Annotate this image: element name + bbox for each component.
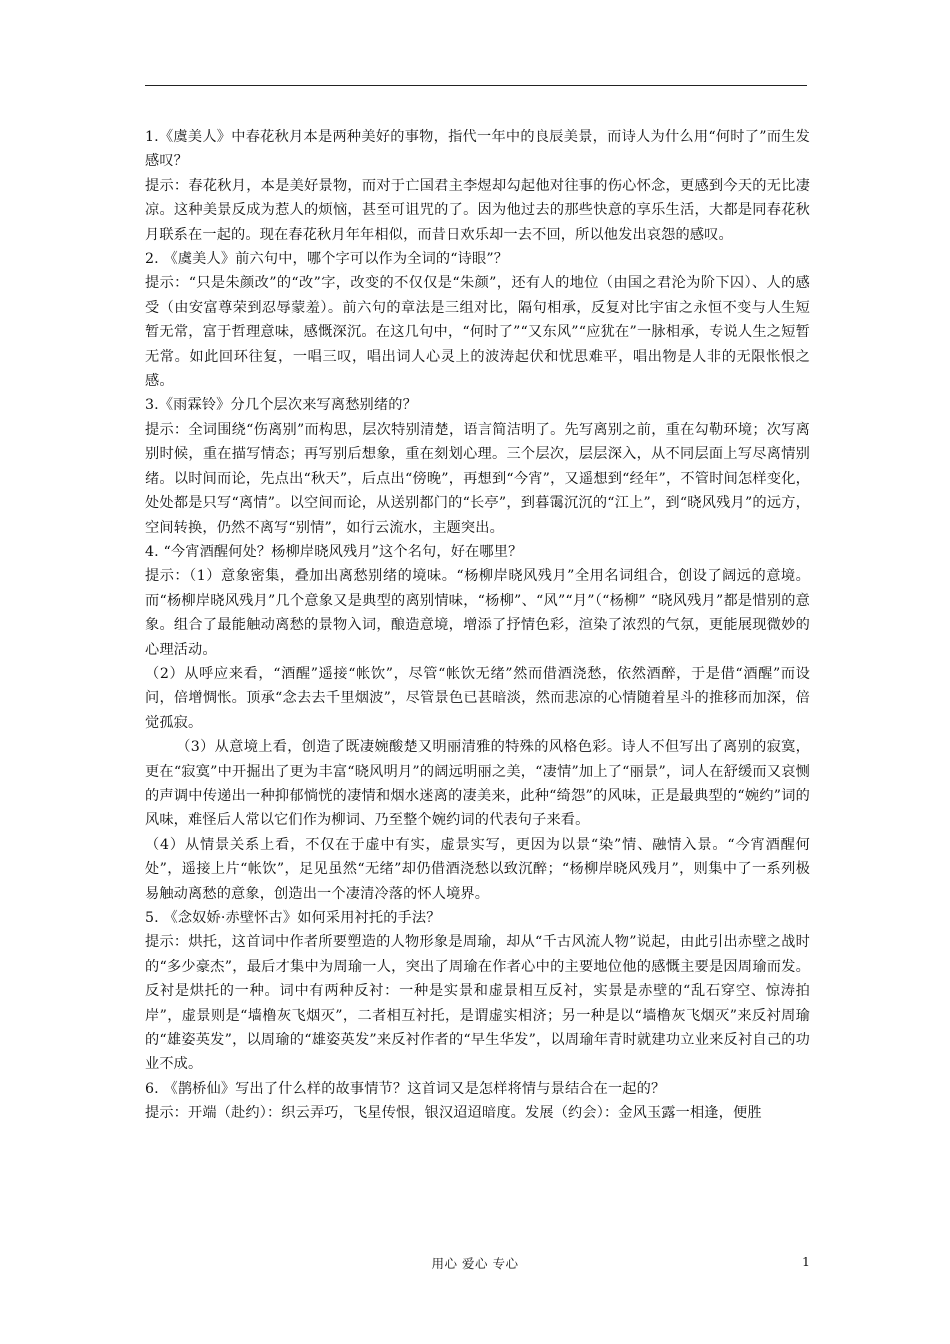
- footer-motto: 用心 爱心 专心: [431, 1256, 519, 1271]
- answer-3: 提示：全词围绕“伤离别”而构思，层次特别清楚，语言简洁明了。先写离别之前，重在勾勒环境；次写离别时候，重在描写情态；再写别后想象，重在刻划心理。三个层次，层层深入，从不同层面上写尽离情别绪。以时间而论，先点出“秋天”，后点出“傍晚”，再想到“今宵”，又遥想到“经年”，不管时间怎样变化，处处都是只写“离情”。以空间而论，从送别都门的“长亭”，到暮霭沉沉的“江上”，到“晓风残月”的远方，空间转换，仍然不离写“别情”，如行云流水，主题突出。: [145, 421, 810, 536]
- question-6: 6. 《鹊桥仙》写出了什么样的故事情节？这首词又是怎样将情与景结合在一起的？: [145, 1080, 666, 1097]
- question-3: 3.《雨霖铃》分几个层次来写离愁别绪的？: [145, 397, 417, 414]
- answer-2: 提示：“只是朱颜改”的“改”字，改变的不仅仅是“朱颜”，还有人的地位（由国之君沦为阶下囚）、人的感受（由安富尊荣到忍辱蒙羞）。前六句的章法是三组对比，隔句相承，反复对比宇宙之永恒不变与人生短暂无常，富于哲理意味，感慨深沉。在这几句中，“何时了”“又东风”“应犹在”一脉相承，专说人生之短暂无常。如此回环往复，一唱三叹，唱出词人心灵上的波涛起伏和忧思难平，唱出物是人非的无限怅恨之感。: [145, 275, 810, 390]
- answer-4-point-3: （3）从意境上看，创造了既凄婉酸楚又明丽清雅的特殊的风格色彩。诗人不但写出了离别的寂寞，更在“寂寞”中开掘出了更为丰富“晓风明月”的阔远明丽之美，“凄情”加上了“丽景”，词人在舒缓而又哀恻的声调中传递出一种抑郁惝恍的凄情和烟水迷离的凄美来，此种“绮怨”的风味，正是最典型的“婉约”词的风味，难怪后人常以它们作为柳词、乃至整个婉约词的代表句子来看。: [145, 739, 810, 829]
- answer-6: 提示：开端（赴约）：织云弄巧，飞星传恨，银汉迢迢暗度。发展（约会）：金风玉露一相逢，便胜: [145, 1105, 762, 1122]
- question-2: 2. 《虞美人》前六句中，哪个字可以作为全词的“诗眼”？: [145, 251, 509, 268]
- answer-5: 提示：烘托，这首词中作者所要塑造的人物形象是周瑜，却从“千古风流人物”说起，由此引出赤壁之战时的“多少豪杰”，最后才集中为周瑜一人，突出了周瑜在作者心中的主要地位他的感慨主要是因周瑜而发。反衬是烘托的一种。词中有两种反衬：一种是实景和虚景相互反衬，实景是赤壁的“乱石穿空、惊涛拍岸”，虚景则是“墙橹灰飞烟灭”，二者相互衬托，是谓虚实相济；另一种是以“墙橹灰飞烟灭”来反衬周瑜的“雄姿英发”，以周瑜的“雄姿英发”来反衬作者的“早生华发”，以周瑜年青时就建功立业来反衬自己的功业不成。: [145, 934, 810, 1073]
- header-rule: [145, 85, 807, 86]
- answer-4-point-2: （2）从呼应来看，“酒醒”遥接“帐饮”，尽管“帐饮无绪”然而借酒浇愁，依然酒醉，于是借“酒醒”而设问，倍增惆怅。顶承“念去去千里烟波”，尽管景色已甚暗淡，然而悲凉的心情随着星斗的推移而加深，倍觉孤寂。: [145, 665, 810, 731]
- answer-1: 提示：春花秋月，本是美好景物，而对于亡国君主李煜却勾起他对往事的伤心怀念，更感到今天的无比凄凉。这种美景反成为惹人的烦恼，甚至可诅咒的了。因为他过去的那些快意的享乐生活，大都是同春花秋月联系在一起的。现在春花秋月年年相似，而昔日欢乐却一去不回，所以他发出哀怨的感叹。: [145, 177, 810, 243]
- document-body: [145, 125, 810, 1126]
- question-5: 5. 《念奴娇·赤壁怀古》如何采用衬托的手法？: [145, 910, 441, 926]
- answer-4-point-1: 提示：（1）意象密集，叠加出离愁别绪的境味。“杨柳岸晓风残月”全用名词组合，创设了阔远的意境。而“杨柳岸晓风残月”几个意象又是典型的离别情味，“杨柳”、“风”“月”（“杨柳” “晓风残月”都是惜别的意象。组合了最能触动离愁的景物入词，酿造意境，增添了抒情色彩，渲染了浓烈的气氛，更能展现微妙的心理活动。: [145, 568, 810, 658]
- page-number: 1: [802, 1254, 810, 1269]
- question-1: 1.《虞美人》中春花秋月本是两种美好的事物，指代一年中的良辰美景，而诗人为什么用“何时了”而生发感叹？: [145, 129, 810, 170]
- question-4: 4. “今宵酒醒何处？杨柳岸晓风残月”这个名句，好在哪里？: [145, 543, 523, 560]
- answer-4-point-4: （4）从情景关系上看，不仅在于虚中有实，虚景实写，更因为以景“染”情、融情入景。“今宵酒醒何处”，遥接上片“帐饮”，足见虽然“无绪”却仍借酒浇愁以致沉醉；“杨柳岸晓风残月”，则集中了一系列极易触动离愁的意象，创造出一个凄清冷落的怀人境界。: [145, 836, 810, 902]
